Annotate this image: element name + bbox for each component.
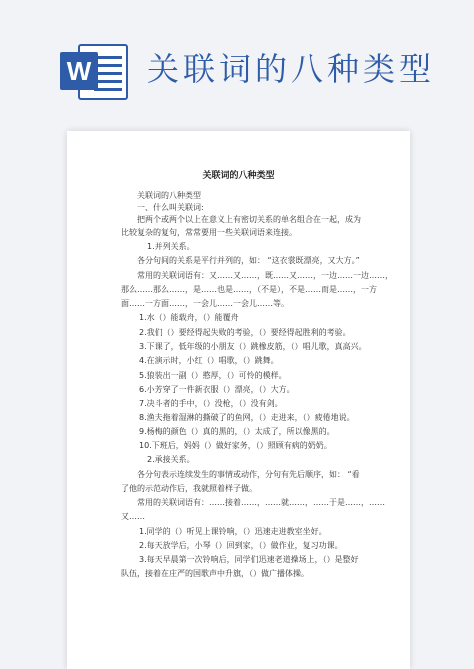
exercise-item: 8.渔夫拖着湿淋的撕破了的鱼网，（）走进来，（）疲倦地说。 xyxy=(139,413,355,422)
text-line: 各分句表示连续发生的事情或动作，分句有先后顺序，如： “看 xyxy=(137,470,360,479)
exercise-item: 7.决斗者的手中，（）没枪，（）没有剑。 xyxy=(139,399,283,408)
header-banner xyxy=(0,0,474,135)
text-line: 关联词的八种类型 xyxy=(137,191,201,200)
document-title: 关联词的八种类型 xyxy=(202,171,275,181)
exercise-item: 1.水（）能载舟，（）能覆舟 xyxy=(139,313,239,322)
exercise-item: 5.狼装出一副（）憨厚，（）可怜的模样。 xyxy=(139,371,287,380)
text-line: 常用的关联词语有：又……又……，既……又……，一边……一边……， xyxy=(137,271,393,280)
text-line: 了他的示范动作后，我就照着样子做。 xyxy=(121,484,257,493)
text-line: 比较复杂的复句，常常要用一些关联词语来连接。 xyxy=(121,228,297,237)
text-line: 队伍，接着在庄严的国歌声中升旗，（）做广播体操。 xyxy=(121,569,309,578)
exercise-item: 9.杨梅的颜色（）真的黑的，（）太成了，所以像黑的。 xyxy=(139,427,335,436)
word-document-icon xyxy=(60,40,130,102)
section-heading: 2.承接关系。 xyxy=(147,455,195,464)
word-badge: W xyxy=(60,52,98,90)
text-line: 常用的关联词语有：……接着……，……就……，……于是……，…… xyxy=(137,498,385,507)
text-line: 那么……那么……，是……也是……，（不是），不是……而是……，一方 xyxy=(121,285,377,294)
document-page xyxy=(67,131,410,669)
exercise-item: 10.下班后，妈妈（）做好家务，（）照顾有病的奶奶。 xyxy=(139,441,332,450)
banner-title: 关联词的八种类型 xyxy=(147,50,436,88)
text-line: 把两个或两个以上在意义上有密切关系的单名组合在一起，成为 xyxy=(137,215,361,224)
text-line: 又…… xyxy=(121,512,145,521)
exercise-item: 4.在演示时，小红（）唱歌，（）跳舞。 xyxy=(139,356,279,365)
exercise-item: 3.每天早晨第一次铃响后，同学们迅速老道操场上，（）是整好 xyxy=(139,555,359,564)
exercise-item: 3.下课了，低年级的小朋友（）跳橡皮筋，（）唱儿歌，真高兴。 xyxy=(139,342,367,351)
section-heading: 1.并列关系。 xyxy=(147,242,195,251)
text-line: 一、什么叫关联词: xyxy=(137,203,204,212)
text-line: 各分句间的关系是平行并列的，如： “这衣裳既漂亮，又大方。” xyxy=(137,256,360,265)
text-line: 面……一方面……，一会儿……一会儿……等。 xyxy=(121,299,289,308)
exercise-item: 2.每天放学后，小琴（）回到家，（）做作业，复习功课。 xyxy=(139,541,343,550)
exercise-item: 1.同学的（）听见上课铃响，（）迅速走进教室坐好。 xyxy=(139,527,327,536)
exercise-item: 6.小芳穿了一件新衣服（）漂亮，（）大方。 xyxy=(139,385,295,394)
exercise-item: 2.我们（）要经得起失败的考验，（）要经得起胜利的考验。 xyxy=(139,328,351,337)
